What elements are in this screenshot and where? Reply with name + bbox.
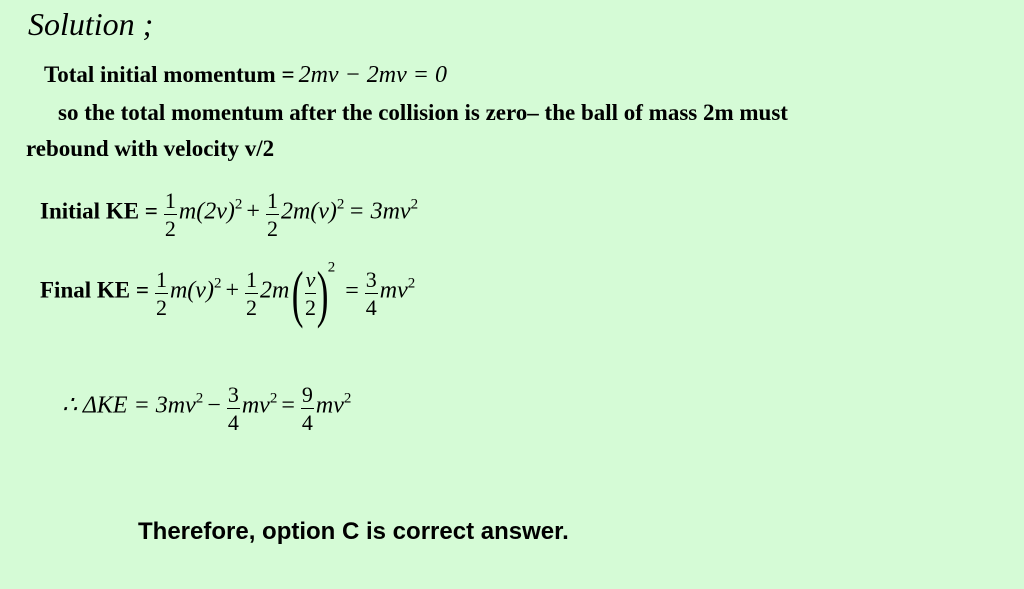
exponent: 2: [343, 390, 352, 407]
denominator: 2: [305, 295, 317, 320]
term: mv: [241, 392, 270, 419]
half-fraction: [266, 190, 279, 240]
explanation-line-1: so the total momentum after the collision is zero– the ball of mass 2m must: [58, 100, 788, 125]
explanation-line-2: rebound with velocity v/2: [26, 136, 275, 161]
momentum-expression: 2mv − 2mv = 0: [298, 62, 447, 88]
equals-sign: =: [345, 277, 359, 304]
exponent: 2: [269, 390, 278, 407]
term: 2m: [259, 277, 290, 304]
exponent: 2: [336, 196, 345, 213]
delta-ke-equation: [62, 384, 351, 434]
denominator: 2: [155, 295, 167, 320]
initial-ke-equation: [40, 190, 418, 240]
final-ke-equation: [40, 258, 416, 329]
conclusion: Therefore, option C is correct answer.: [138, 518, 569, 545]
three-quarters-fraction: [365, 269, 378, 319]
term: 2m(v): [280, 198, 337, 225]
plus-sign: +: [225, 277, 239, 304]
exponent: 2: [327, 259, 336, 276]
numerator: v: [305, 267, 316, 292]
half-fraction: [164, 190, 177, 240]
denominator: 4: [365, 295, 377, 320]
three-quarters-fraction: [227, 384, 240, 434]
denominator: 4: [227, 410, 239, 435]
half-fraction: [155, 269, 168, 319]
equals-sign: =: [281, 392, 295, 419]
nine-quarters-fraction: [301, 384, 314, 434]
numerator: 3: [365, 267, 377, 292]
initial-ke-label: Initial KE =: [40, 198, 158, 224]
exponent: 2: [213, 275, 222, 292]
v-over-two-fraction: [305, 269, 317, 319]
denominator: 2: [266, 216, 278, 241]
heading: Solution ;: [28, 6, 154, 42]
left-paren: (: [292, 258, 304, 329]
exponent: 2: [234, 196, 243, 213]
term: m(2v): [178, 198, 235, 225]
momentum-line: [44, 62, 447, 89]
denominator: 4: [301, 410, 313, 435]
numerator: 3: [227, 382, 239, 407]
final-ke-label: Final KE =: [40, 277, 149, 303]
numerator: 1: [245, 267, 257, 292]
exponent: 2: [407, 275, 416, 292]
plus-sign: +: [246, 198, 260, 225]
numerator: 1: [266, 188, 278, 213]
momentum-label: Total initial momentum =: [44, 62, 295, 87]
denominator: 2: [245, 295, 257, 320]
denominator: 2: [164, 216, 176, 241]
half-fraction: [245, 269, 258, 319]
minus-sign: −: [207, 392, 221, 419]
result: = 3mv: [348, 198, 411, 225]
term: m(v): [169, 277, 214, 304]
exponent: 2: [410, 196, 419, 213]
numerator: 1: [155, 267, 167, 292]
result: mv: [379, 277, 408, 304]
numerator: 9: [301, 382, 313, 407]
delta-ke-prefix: ∴ ΔKE = 3mv: [62, 392, 196, 419]
result: mv: [315, 392, 344, 419]
exponent: 2: [195, 390, 204, 407]
numerator: 1: [164, 188, 176, 213]
right-paren: ): [317, 258, 329, 329]
